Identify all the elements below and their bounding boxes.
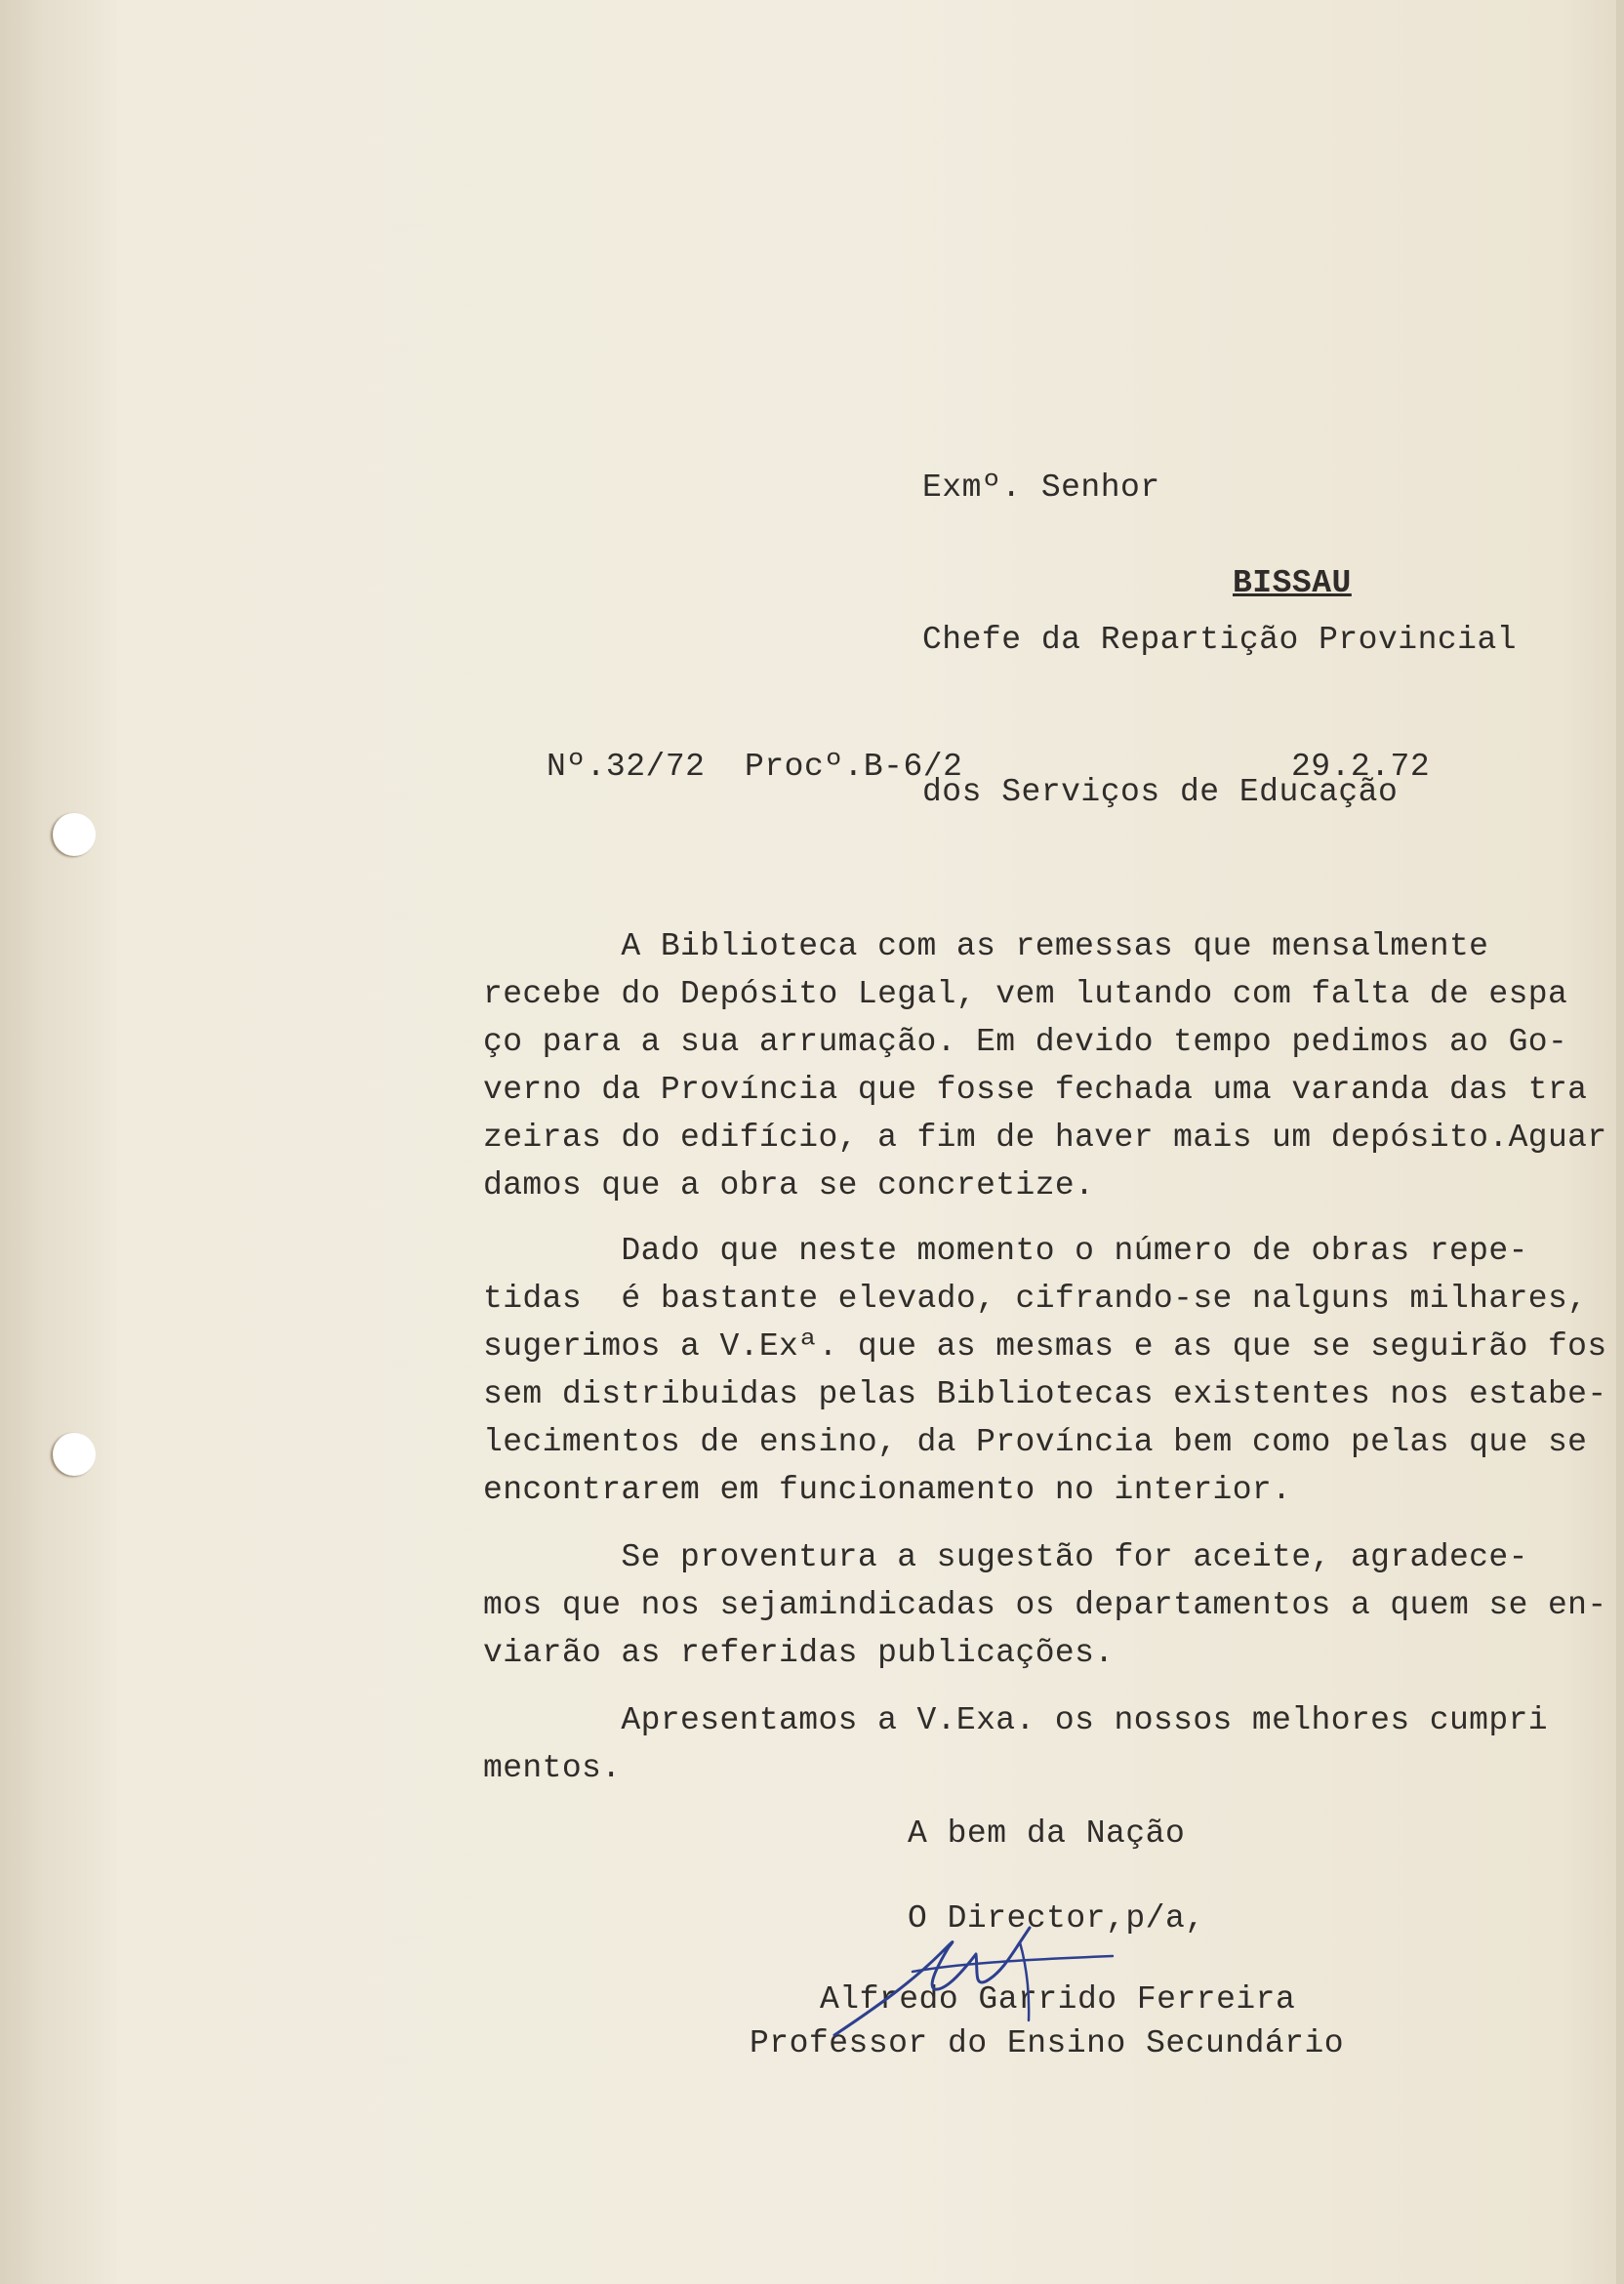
punch-hole — [53, 813, 96, 856]
binding-strip — [0, 0, 117, 2284]
closing-salutation: A bem da Nação — [908, 1815, 1186, 1852]
addressee-salutation: Exmº. Senhor — [922, 469, 1160, 506]
page-edge — [1616, 0, 1624, 2284]
addressee-office: Chefe da Repartição Provincial — [922, 622, 1518, 658]
body-paragraph: Se proventura a sugestão for aceite, agradece- mos que nos sejamindicadas os departamentos a quem se en- viarão as referidas publicações. — [483, 1539, 1607, 1671]
director-line: O Director,p/a, — [908, 1900, 1205, 1937]
addressee-city: BISSAU — [1233, 565, 1352, 601]
letter-date: 29.2.72 — [1291, 749, 1431, 785]
signer-title: Professor do Ensino Secundário — [750, 2025, 1345, 2061]
punch-hole — [53, 1433, 96, 1476]
body-paragraph: Dado que neste momento o número de obras repe- tidas é bastante elevado, cifrando-se nalguns milhares, sugerimos a V.Exª. que as mesmas e as que se seguirão fos sem distribuidas pelas Bibliotecas existentes nos estabe- lecimentos de ensino, da Província bem como pelas que se encontrarem em funcionamento no interior. — [483, 1233, 1607, 1508]
addressee-department: dos Serviços de Educação — [922, 774, 1399, 810]
signer-name: Alfredo Garrido Ferreira — [820, 1981, 1296, 2018]
addressee-block — [922, 361, 1517, 919]
handwritten-signature — [820, 1913, 1132, 2050]
body-paragraph: A Biblioteca com as remessas que mensalmente recebe do Depósito Legal, vem lutando com falta de espa ço para a sua arrumação. Em devido tempo pedimos ao Go- verno da Província que fosse fechada uma varanda das tra zeiras do edifício, a fim de haver mais um depósito.Aguar damos que a obra se concretize. — [483, 928, 1607, 1203]
body-paragraph: Apresentamos a V.Exa. os nossos melhores cumpri mentos. — [483, 1702, 1548, 1786]
reference-number: Nº.32/72 Procº.B-6/2 — [547, 749, 963, 785]
